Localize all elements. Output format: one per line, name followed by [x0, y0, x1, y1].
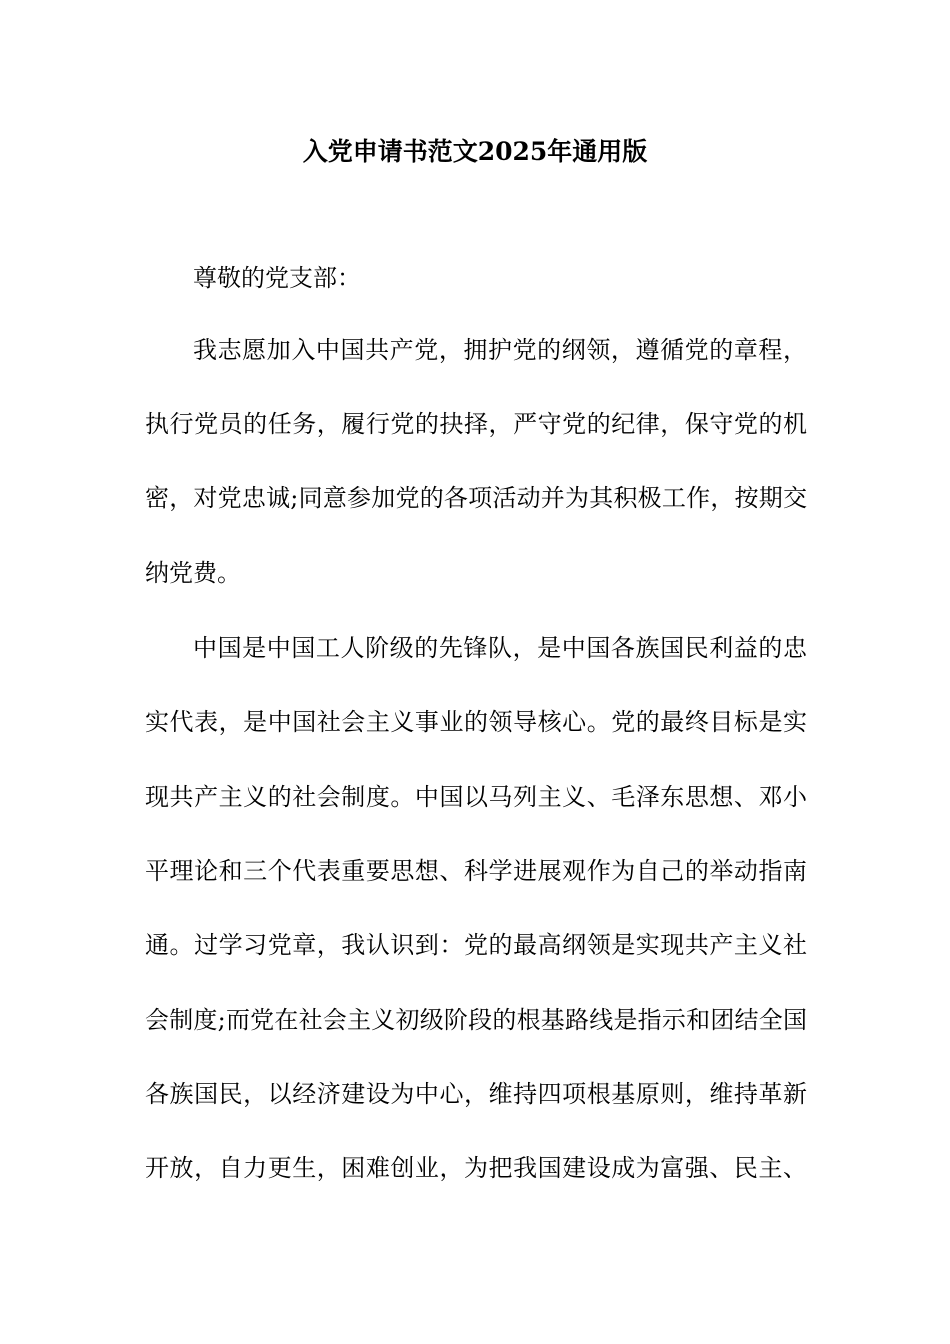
paragraph-1-line-3: 密，对党忠诚;同意参加党的各项活动并为其积极工作，按期交	[145, 484, 807, 512]
paragraph-2-line-8: 开放，自力更生，困难创业，为把我国建设成为富强、民主、	[145, 1154, 807, 1182]
paragraph-1-line-4: 纳党费。	[145, 559, 241, 587]
paragraph-2-line-2: 实代表，是中国社会主义事业的领导核心。党的最终目标是实	[145, 708, 807, 736]
salutation: 尊敬的党支部：	[193, 264, 361, 292]
document-title: 入党申请书范文2025年通用版	[302, 137, 648, 166]
paragraph-2-line-4: 平理论和三个代表重要思想、科学进展观作为自己的举动指南	[145, 857, 807, 885]
paragraph-1-line-1: 我志愿加入中国共产党，拥护党的纲领，遵循党的章程，	[193, 336, 807, 364]
paragraph-2-line-6: 会制度;而党在社会主义初级阶段的根基路线是指示和团结全国	[145, 1006, 807, 1034]
paragraph-1-line-2: 执行党员的任务，履行党的抉择，严守党的纪律，保守党的机	[145, 410, 807, 438]
paragraph-2-line-7: 各族国民，以经济建设为中心，维持四项根基原则，维持革新	[145, 1080, 807, 1108]
paragraph-2-line-5: 通。过学习党章，我认识到：党的最高纲领是实现共产主义社	[145, 931, 807, 959]
paragraph-2-line-1: 中国是中国工人阶级的先锋队，是中国各族国民利益的忠	[193, 634, 807, 662]
paragraph-2-line-3: 现共产主义的社会制度。中国以马列主义、毛泽东思想、邓小	[145, 783, 807, 811]
